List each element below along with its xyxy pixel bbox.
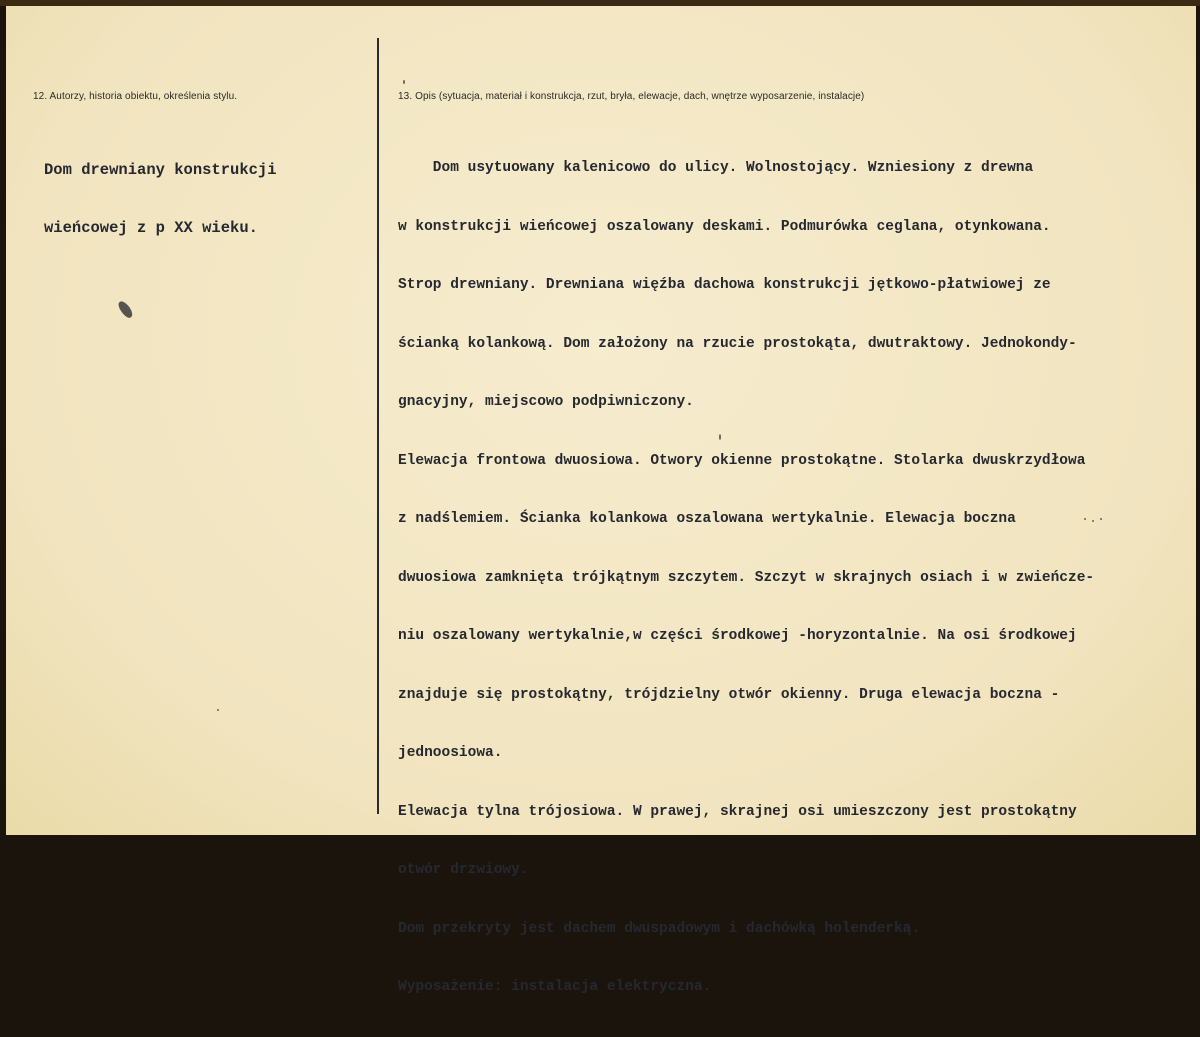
field-13-line: w konstrukcji wieńcowej oszalowany deskami. Podmurówka ceglana, otynkowana. bbox=[398, 218, 1051, 235]
field-13-line: Strop drewniany. Drewniana więźba dachowa konstrukcji jętkowo-płatwiowej ze bbox=[398, 277, 1051, 293]
paper-speck bbox=[719, 434, 721, 440]
inventory-card bbox=[6, 6, 1196, 995]
field-13-line: Wyposażenie: instalacja elektryczna. bbox=[398, 979, 712, 995]
field-13-label: 13. Opis (sytuacja, materiał i konstrukcja, rzut, bryła, elewacje, dach, wnętrze wyposarzenie, instalacje) bbox=[398, 91, 865, 102]
ink-blot bbox=[116, 299, 134, 320]
column-divider bbox=[377, 38, 379, 814]
field-13-line: Elewacja frontowa dwuosiowa. Otwory okienne prostokątne. Stolarka dwuskrzydłowa bbox=[398, 452, 1086, 469]
field-13-line: znajduje się prostokątny, trójdzielny otwór okienny. Druga elewacja boczna - bbox=[398, 686, 1060, 703]
field-13-line: z nadślemiem. Ścianka kolankowa oszalowana wertykalnie. Elewacja boczna bbox=[398, 511, 1016, 527]
paper-speck bbox=[1092, 520, 1094, 522]
paper-speck bbox=[1084, 518, 1086, 520]
field-13-line: gnacyjny, miejscowo podpiwniczony. bbox=[398, 394, 694, 410]
paper-speck bbox=[1100, 518, 1102, 520]
field-12-line: wieńcowej z p XX wieku. bbox=[44, 218, 258, 237]
paper-speck bbox=[403, 80, 405, 84]
field-13-line: otwór drzwiowy. bbox=[398, 862, 529, 878]
field-12-text bbox=[44, 123, 277, 276]
field-13-line: dwuosiowa zamknięta trójkątnym szczytem. Szczyt w skrajnych osiach i w zwieńcze- bbox=[398, 569, 1095, 586]
field-13-text bbox=[398, 120, 1094, 1037]
field-12-line: Dom drewniany konstrukcji bbox=[44, 161, 277, 179]
field-13-line: Dom przekryty jest dachem dwuspadowym i dachówką holenderką. bbox=[398, 920, 921, 937]
field-13-line: ścianką kolankową. Dom założony na rzucie prostokąta, dwutraktowy. Jednokondy- bbox=[398, 335, 1077, 352]
field-12-label: 12. Autorzy, historia obiektu, określenia stylu. bbox=[33, 91, 238, 102]
field-13-line: niu oszalowany wertykalnie,w części środkowej -horyzontalnie. Na osi środkowej bbox=[398, 628, 1077, 644]
field-13-line: jednoosiowa. bbox=[398, 745, 503, 761]
field-13-line: Dom usytuowany kalenicowo do ulicy. Wolnostojący. Wzniesiony z drewna bbox=[398, 160, 1034, 176]
field-13-line: Elewacja tylna trójosiowa. W prawej, skrajnej osi umieszczony jest prostokątny bbox=[398, 803, 1077, 820]
paper-speck bbox=[217, 709, 219, 711]
